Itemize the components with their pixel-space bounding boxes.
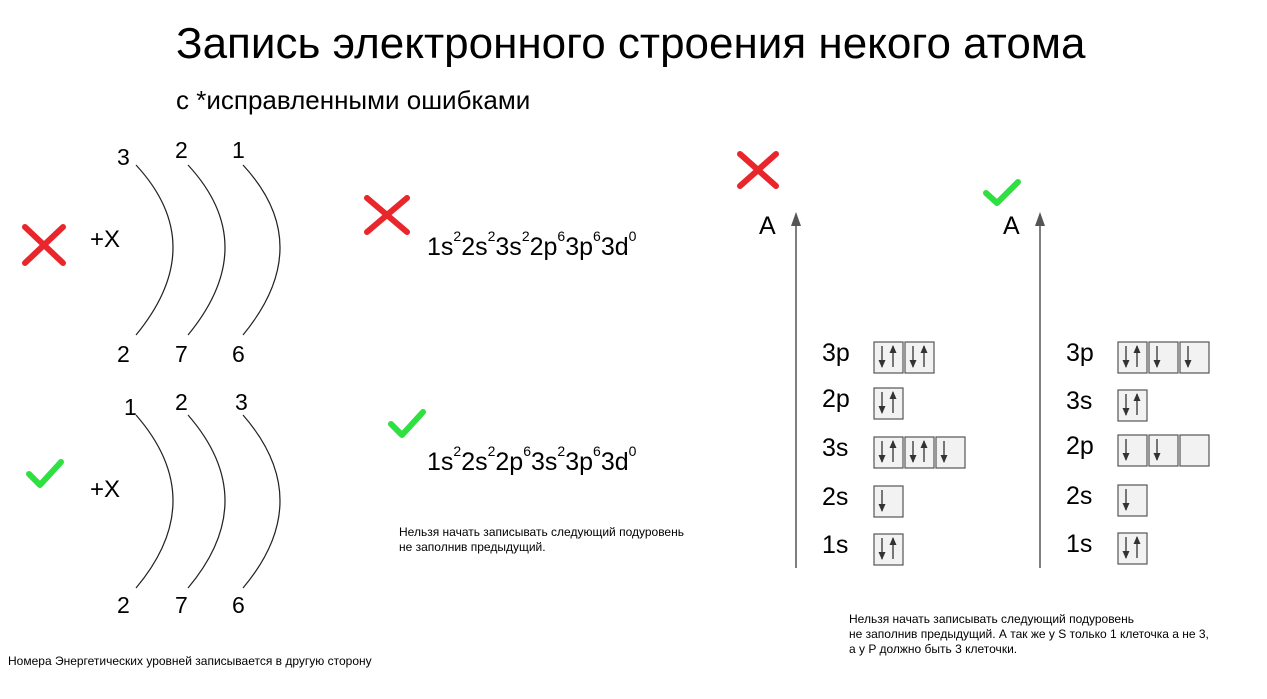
electron-config-wrong [427,228,637,265]
orbital-term: 3d [600,233,629,261]
energy-axis-label: A [1003,212,1020,240]
orbital-cell [1117,484,1148,517]
orbital-cell [904,436,935,469]
electron-count: 2 [453,443,462,459]
config-note [399,525,684,555]
shell-electron-count: 2 [117,341,130,367]
electron-config-right [427,443,637,480]
cross-mark-icon [735,149,781,191]
shell-number: 2 [175,137,188,163]
orbital-cell [873,341,904,374]
check-mark-icon [981,176,1023,210]
orbital-cell [873,387,904,420]
electron-count: 2 [453,228,462,244]
electron-count: 6 [523,443,532,459]
sublevel-label: 3p [1066,339,1094,367]
orbital-cell [873,485,904,518]
orbital-cell [1117,341,1148,374]
orbital-term: 3s [495,233,522,261]
orbital-cell [873,533,904,566]
energy-axis [789,210,803,570]
electron-count: 0 [628,443,637,459]
orbital-cell [1117,389,1148,422]
orbital-cell [1148,341,1179,374]
orbital-cell [1117,532,1148,565]
orbital-term: 3p [565,233,594,261]
energy-axis-label: A [759,212,776,240]
cross-mark-icon [362,193,412,237]
note-line: Нельзя начать записывать следующий подуровень [849,612,1134,626]
shell-arcs [0,0,300,640]
shell-electron-count: 2 [117,592,130,618]
electron-count: 0 [628,228,637,244]
shell-arc-3 [243,415,280,588]
shell-number: 3 [235,389,248,415]
note-line: а у P должно быть 3 клеточки. [849,642,1018,656]
orbital-term: 1s [427,448,454,476]
orbital-term: 2p [495,448,524,476]
electron-count: 2 [557,443,566,459]
orbital-cell [1179,341,1210,374]
shell-number: 1 [124,394,137,420]
shell-number: 3 [117,144,130,170]
orbital-term: 3d [600,448,629,476]
orbital-term: 3s [531,448,558,476]
page-subtitle: с *исправленными ошибками [176,85,531,115]
orbital-cell [1148,434,1179,467]
nucleus-charge: +X [90,226,121,253]
note-line: не заполнив предыдущий. А так же у S только 1 клеточка а не 3, [849,627,1209,641]
orbital-term: 2p [529,233,558,261]
sublevel-label: 3s [1066,387,1093,415]
orbital-term: 3p [565,448,594,476]
orbital-cell [935,436,966,469]
sublevel-label: 3s [822,434,849,462]
energy-axis [1033,210,1047,570]
orbital-term: 2s [461,233,488,261]
orbital-cell [904,341,935,374]
sublevel-label: 2p [1066,432,1094,460]
shell-electron-count: 7 [175,592,188,618]
shells-note: Номера Энергетических уровней записывается в другую сторону [8,654,372,668]
orbital-cell [873,436,904,469]
sublevel-label: 2s [1066,482,1093,510]
electron-count: 6 [593,443,601,459]
shell-number: 2 [175,389,188,415]
electron-count: 2 [487,228,496,244]
sublevel-label: 2p [822,385,850,413]
sublevel-label: 1s [822,531,849,559]
page-title: Запись электронного строения некого атома [176,19,1086,68]
orbital-term: 2s [461,448,488,476]
nucleus-charge: +X [90,476,121,503]
orbital-cell [1117,434,1148,467]
check-mark-icon [386,406,428,442]
orbital-cell [1179,434,1210,467]
shell-number: 1 [232,137,245,163]
electron-count: 6 [593,228,601,244]
sublevel-label: 2s [822,483,849,511]
shell-electron-count: 6 [232,341,245,367]
shell-electron-count: 7 [175,341,188,367]
shell-arc-2 [188,415,225,588]
note-line: Нельзя начать записывать следующий подуровень [399,525,684,539]
sublevel-label: 3p [822,339,850,367]
orbital-term: 1s [427,233,454,261]
electron-count: 2 [521,228,530,244]
sublevel-label: 1s [1066,530,1093,558]
electron-count: 2 [487,443,496,459]
shell-arc-1 [136,415,173,588]
note-line: не заполнив предыдущий. [399,540,546,554]
diagram-note [849,612,1209,657]
electron-count: 6 [557,228,566,244]
shell-electron-count: 6 [232,592,245,618]
